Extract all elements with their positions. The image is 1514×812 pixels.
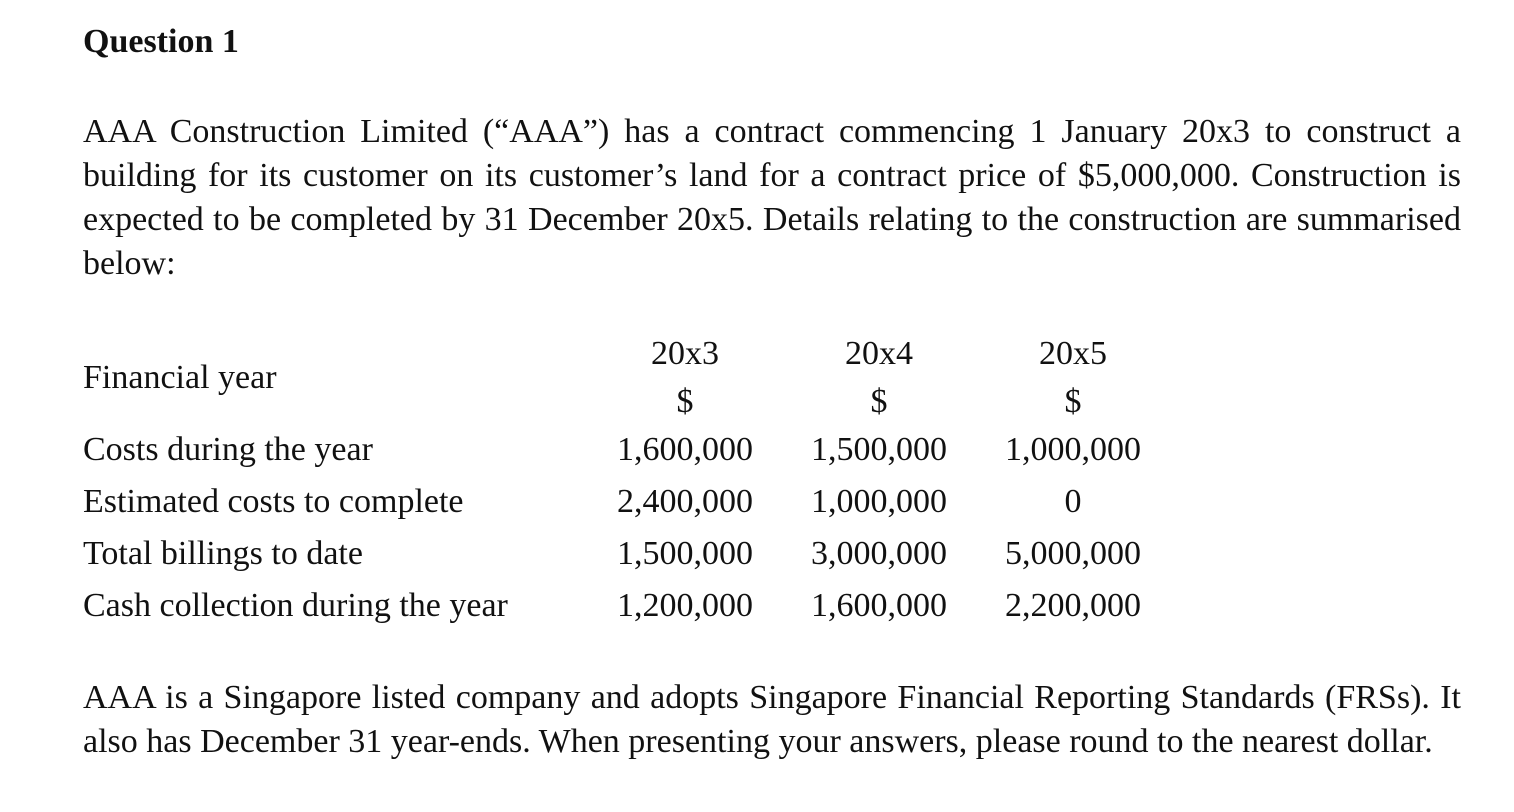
row-value: 1,600,000: [811, 587, 947, 624]
row-value: 2,200,000: [1005, 587, 1141, 624]
currency-header: $: [870, 383, 888, 420]
year-header: 20x5: [1039, 335, 1107, 372]
currency-header: $: [676, 383, 694, 420]
question-title: Question 1: [83, 23, 239, 60]
year-header: 20x3: [651, 335, 719, 372]
currency-header: $: [1064, 383, 1082, 420]
row-value: 1,200,000: [617, 587, 753, 624]
row-value: 3,000,000: [811, 535, 947, 572]
row-value: 2,400,000: [617, 483, 753, 520]
intro-paragraph: AAA Construction Limited (“AAA”) has a contract commencing 1 January 20x3 to construct a building for its customer on its customer’s land for a contract price of $5,000,000. Construction is expected to be completed by 31 December 20x5. Details relating to the construction are summarised below:: [83, 113, 1461, 282]
row-value: 1,600,000: [617, 431, 753, 468]
row-value: 1,500,000: [617, 535, 753, 572]
row-label: Costs during the year: [83, 431, 373, 468]
year-header: 20x4: [845, 335, 913, 372]
row-value: 0: [1064, 483, 1082, 520]
row-value: 5,000,000: [1005, 535, 1141, 572]
row-value: 1,500,000: [811, 431, 947, 468]
row-value: 1,000,000: [811, 483, 947, 520]
closing-paragraph: AAA is a Singapore listed company and adopts Singapore Financial Reporting Standards (FRSs). It also has December 31 year-ends. When presenting your answers, please round to the nearest dollar.: [83, 679, 1461, 760]
financial-year-label: Financial year: [83, 359, 277, 396]
row-label: Total billings to date: [83, 535, 363, 572]
row-label: Estimated costs to complete: [83, 483, 464, 520]
row-value: 1,000,000: [1005, 431, 1141, 468]
row-label: Cash collection during the year: [83, 587, 508, 624]
